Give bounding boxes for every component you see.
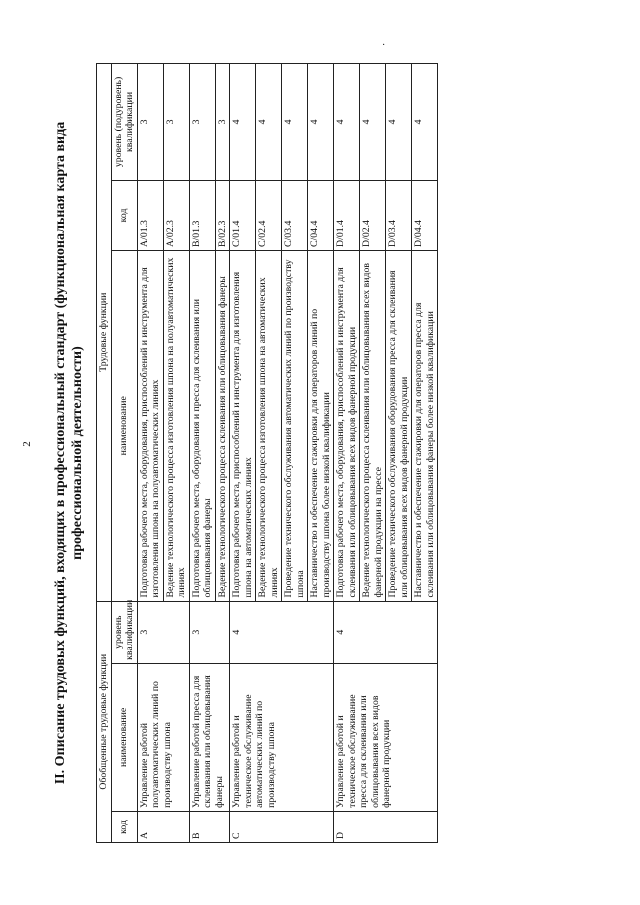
function-level: 3 (189, 64, 215, 181)
header-name: наименование (111, 663, 137, 811)
function-name: Подготовка рабочего места, оборудования, приспособлений и инструмента для изготовления шпона на полуавтоматических линиях (137, 250, 163, 601)
section-title: II. Описание трудовых функций, входящих в профессиональный стандарт (функциональная карта вида профессиональной деятельности) (53, 121, 85, 785)
function-name: Ведение технологического процесса склеивания или облицовывания фанеры (215, 250, 230, 601)
function-code: A/01.3 (137, 180, 163, 250)
group-code: D (334, 811, 438, 842)
header-generalized: Обобщенные трудовые функции (97, 601, 112, 842)
function-code: B/02.3 (215, 180, 230, 250)
functional-map-table (96, 63, 438, 843)
function-level: 4 (360, 64, 386, 181)
group-level: 4 (230, 601, 334, 663)
group-level: 3 (137, 601, 189, 663)
group-level: 3 (189, 601, 230, 663)
function-level: 4 (386, 64, 412, 181)
function-code: D/03.4 (386, 180, 412, 250)
header-sublevel: уровень (подуровень) квалификации (111, 64, 137, 181)
function-code: C/04.4 (308, 180, 334, 250)
function-name: Ведение технологического процесса изготовления шпона на автоматических линиях (256, 250, 282, 601)
function-code: C/03.4 (282, 180, 308, 250)
function-name: Наставничество и обеспечение стажировки для операторов линий по производству шпона более низкой квалификации (308, 250, 334, 601)
header-function-name: наименование (111, 250, 137, 601)
group-level: 4 (334, 601, 438, 663)
function-code: C/01.4 (230, 180, 256, 250)
table-row (137, 64, 163, 843)
function-name: Проведение технического обслуживания автоматических линий по производству шпона (282, 250, 308, 601)
function-name: Ведение технологического процесса склеивания или облицовывания всех видов фанерной продукции на прессе (360, 250, 386, 601)
table-row (189, 64, 215, 843)
function-name: Подготовка рабочего места, оборудования и пресса для склеивания или облицовывания фанеры (189, 250, 215, 601)
function-level: 3 (215, 64, 230, 181)
function-level: 4 (412, 64, 438, 181)
function-level: 4 (308, 64, 334, 181)
header-labor: Трудовые функции (97, 64, 112, 602)
header-level: уровень квалификации (111, 601, 137, 663)
scan-dot: · (382, 40, 386, 51)
header-code: код (111, 811, 137, 842)
group-code: B (189, 811, 230, 842)
group-name: Управление работой пресса для склеивания или облицовывания фанеры (189, 663, 230, 811)
page-number: 2 (20, 441, 33, 447)
function-name: Подготовка рабочего места, оборудования, приспособлений и инструмента для склеивания или облицовывания всех видов фанерной продукции (334, 250, 360, 601)
group-code: A (137, 811, 189, 842)
function-code: A/02.3 (163, 180, 189, 250)
group-name: Управление работой и техническое обслуживание автоматических линий по производству шпона (230, 663, 334, 811)
function-code: C/02.4 (256, 180, 282, 250)
function-code: D/02.4 (360, 180, 386, 250)
function-level: 4 (282, 64, 308, 181)
function-name: Наставничество и обеспечение стажировки для операторов пресса для склеивания или облицовывания фанеры более низкой квалификации (412, 250, 438, 601)
function-level: 4 (334, 64, 360, 181)
function-level: 3 (163, 64, 189, 181)
function-level: 4 (230, 64, 256, 181)
group-name: Управление работой и техническое обслуживание пресса для склеивания или облицовывания всех видов фанерной продукции (334, 663, 438, 811)
function-name: Ведение технологического процесса изготовления шпона на полуавтоматических линиях (163, 250, 189, 601)
group-code: C (230, 811, 334, 842)
function-level: 4 (256, 64, 282, 181)
group-name: Управление работой полуавтоматических линий по производству шпона (137, 663, 189, 811)
function-code: D/04.4 (412, 180, 438, 250)
rotated-page-content (52, 63, 617, 843)
function-name: Подготовка рабочего места, приспособлений и инструмента для изготовления шпона на автоматических линиях (230, 250, 256, 601)
function-code: D/01.4 (334, 180, 360, 250)
table-row (230, 64, 256, 843)
function-code: B/01.3 (189, 180, 215, 250)
table-row (334, 64, 360, 843)
header-function-code: код (111, 180, 137, 250)
function-name: Проведение технического обслуживания оборудования пресса для склеивания или облицовывания всех видов фанерной продукции (386, 250, 412, 601)
function-level: 3 (137, 64, 163, 181)
